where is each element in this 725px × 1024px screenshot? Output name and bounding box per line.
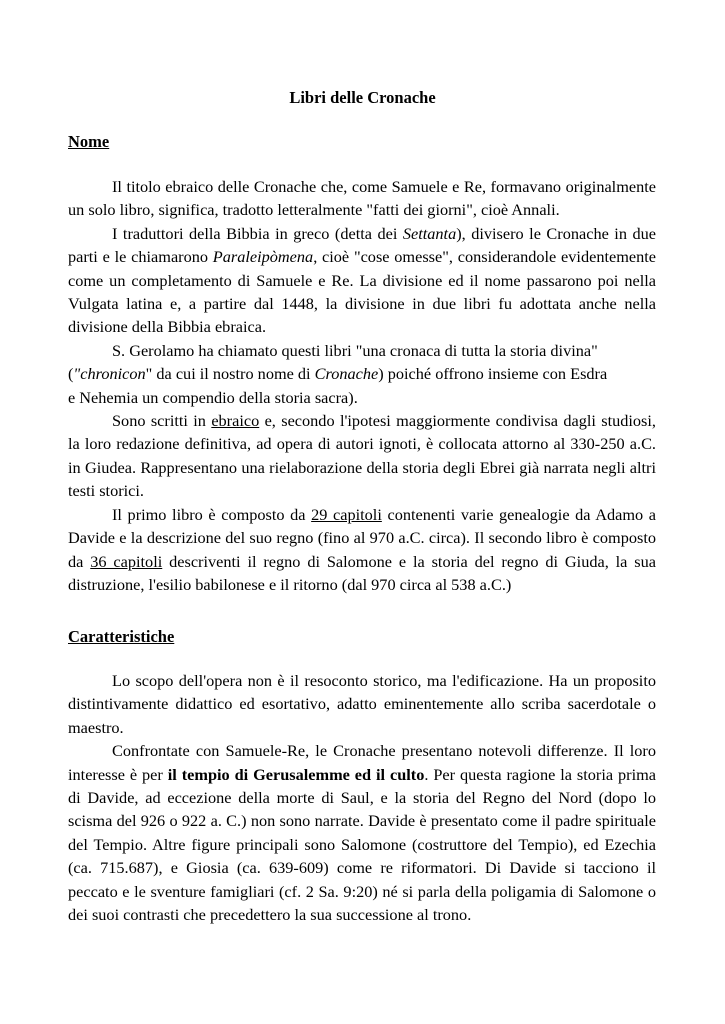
paragraph-text: . Per questa ragione la storia prima di Davide, ad eccezione della morte di Saul, e la storia del Regno del Nord (dopo lo scisma del 926 o 922 a. C.) non sono narrate. Davide è presentato come il padre spirituale del Tempio. Altre figure principali sono Salomone (costruttore del Tempio), ed Ezechia (ca. 715.687), e Giosia (ca. 639-609) come re riformatori. Di Davide si tacciono il peccato e le sventure famigliari (cf. 2 Sa. 9:20) né si parla della poligamia di Salomone o dei suoi contrasti che precedettero la sua successione al trono. xyxy=(68,764,657,925)
italic-term: Settanta xyxy=(402,223,457,243)
paragraph-text: Il titolo ebraico delle Cronache che, come Samuele e Re, formavano originalmente un solo libro, significa, tradotto letteralmente "fatti dei giorni", cioè Annali. xyxy=(68,177,656,220)
italic-term: "chronicon xyxy=(73,364,146,384)
paragraph-text: ), divisero le Cronache in due parti e le chiamarono xyxy=(68,223,656,267)
paragraph xyxy=(68,409,656,503)
paragraph-text: contenenti varie genealogie da Adamo a Davide e la descrizione del suo regno (fino al 970 a.C. circa). Il secondo libro è composto da xyxy=(68,504,656,571)
paragraph-text: descriventi il regno di Salomone e la storia del regno di Giuda, la sua distruzione, l'esilio babilonese e il ritorno (dal 970 circa al 538 a.C.) xyxy=(68,551,656,594)
paragraph-text: e Nehemia un compendio della storia sacra). xyxy=(68,387,358,407)
paragraph-text: I traduttori della Bibbia in greco (detta dei xyxy=(112,223,403,243)
paragraph xyxy=(68,739,656,926)
paragraph-text: e, secondo l'ipotesi maggiormente condivisa dagli studiosi, la loro redazione definitiva, ad opera di autori ignoti, è collocata attorno al 330-250 a.C. in Giudea. Rappresentano una rielaborazione della storia degli Ebrei già narrata negli altri testi storici. xyxy=(68,411,656,501)
paragraph-text: Lo scopo dell'opera non è il resoconto storico, ma l'edificazione. Ha un proposito distintivamente didattico ed esortativo, adatto eminentemente allo scriba sacerdotale o maestro. xyxy=(68,671,656,737)
italic-term: Paraleipòmena xyxy=(212,247,314,267)
paragraph-text: Sono scritti in xyxy=(112,411,212,431)
italic-term: Cronache xyxy=(314,364,379,384)
section-heading-caratteristiche: Caratteristiche xyxy=(68,627,175,646)
paragraph xyxy=(68,222,656,339)
bold-phrase: il tempio di Gerusalemme ed il culto xyxy=(167,764,425,784)
link-ebraico[interactable]: ebraico xyxy=(211,411,260,431)
link-36-capitoli[interactable]: 36 capitoli xyxy=(90,551,163,571)
paragraph-text: Confrontate con Samuele-Re, le Cronache presentano notevoli differenze. Il loro interesse è per xyxy=(68,741,656,784)
section-body-nome xyxy=(68,175,656,596)
paragraph xyxy=(68,503,656,597)
paragraph-text: S. Gerolamo ha chiamato questi libri "una cronaca di tutta la storia divina" ( xyxy=(68,340,598,384)
paragraph xyxy=(68,175,656,222)
paragraph xyxy=(68,669,656,739)
paragraph-text: Il primo libro è composto da xyxy=(112,504,312,524)
paragraph-text: ) poiché offrono insieme con Esdra xyxy=(378,364,608,384)
section-heading-nome: Nome xyxy=(68,132,110,151)
link-29-capitoli[interactable]: 29 capitoli xyxy=(311,504,382,524)
paragraph-text: , cioè "cose omesse", considerandole evidentemente come un completamento di Samuele e Re. La divisione ed il nome passarono poi nella Vulgata latina e, a partire dal 1448, la divisione in due libri fu adottata anche nella divisione della Bibbia ebraica. xyxy=(68,247,656,337)
section-body-caratteristiche xyxy=(68,669,656,926)
document-title: Libri delle Cronache xyxy=(289,88,436,107)
paragraph xyxy=(68,339,656,409)
paragraph-text: " da cui il nostro nome di xyxy=(145,364,315,384)
